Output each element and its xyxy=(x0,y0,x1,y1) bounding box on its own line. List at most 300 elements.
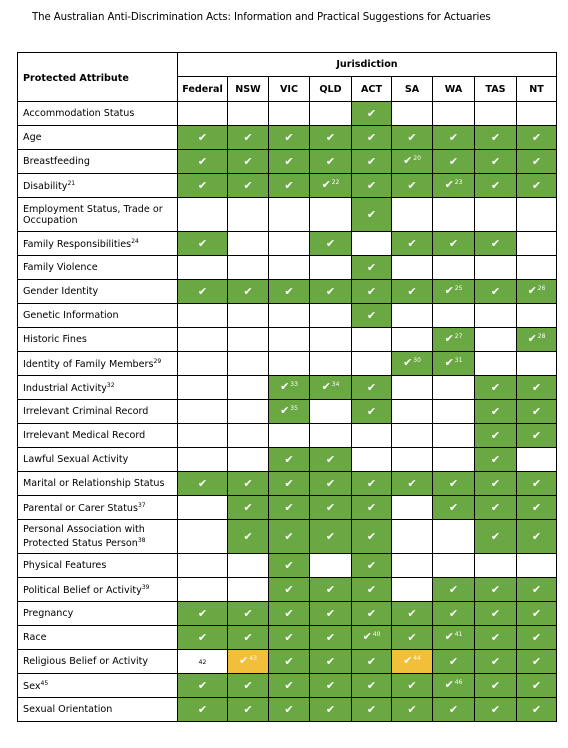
coverage-cell-vic xyxy=(269,520,310,554)
coverage-cell-vic xyxy=(269,150,310,174)
check-icon: ✔ xyxy=(448,476,459,490)
jurisdiction-header-qld: QLD xyxy=(310,77,352,102)
coverage-cell-nt xyxy=(517,650,557,674)
check-icon: ✔ xyxy=(366,678,377,692)
cell-footnote: 27 xyxy=(454,333,463,341)
empty-cell-federal xyxy=(178,304,228,328)
coverage-cell-federal xyxy=(178,698,228,722)
coverage-cell-vic xyxy=(269,448,310,472)
check-icon: ✔ xyxy=(490,630,501,644)
check-icon: ✔ xyxy=(448,154,459,168)
empty-cell-nt xyxy=(517,448,557,472)
check-icon: ✔ xyxy=(325,130,336,144)
check-icon: ✔ xyxy=(243,702,253,716)
coverage-cell-federal xyxy=(178,280,228,304)
check-icon: ✔ xyxy=(197,476,208,490)
coverage-cell-vic xyxy=(269,602,310,626)
attribute-label: Industrial Activity xyxy=(23,383,107,395)
check-icon: ✔ xyxy=(366,154,377,168)
coverage-cell-sa xyxy=(392,626,433,650)
table-row xyxy=(18,520,557,554)
empty-cell-federal xyxy=(178,376,228,400)
empty-cell-federal xyxy=(178,198,228,232)
check-icon: ✔ xyxy=(366,476,377,490)
check-icon: ✔ xyxy=(197,130,208,144)
check-icon: ✔ xyxy=(243,529,253,543)
check-icon: ✔ xyxy=(366,260,377,274)
table-row xyxy=(18,352,557,376)
empty-cell-federal xyxy=(178,102,228,126)
check-icon: ✔ xyxy=(444,678,454,692)
empty-cell-wa xyxy=(433,400,475,424)
coverage-cell-nt xyxy=(517,174,557,198)
check-icon: ✔ xyxy=(527,332,537,346)
check-icon: ✔ xyxy=(366,130,377,144)
coverage-cell-wa xyxy=(433,126,475,150)
coverage-cell-sa xyxy=(392,150,433,174)
cell-footnote: 44 xyxy=(413,655,421,663)
empty-cell-tas xyxy=(475,554,517,578)
coverage-cell-nt xyxy=(517,626,557,650)
check-icon: ✔ xyxy=(197,154,208,168)
coverage-cell-vic xyxy=(269,400,310,424)
check-icon: ✔ xyxy=(366,529,377,543)
attribute-label: Breastfeeding xyxy=(23,156,90,167)
coverage-cell-nt xyxy=(517,376,557,400)
check-icon: ✔ xyxy=(197,678,208,692)
empty-cell-wa xyxy=(433,198,475,232)
check-icon: ✔ xyxy=(407,606,417,620)
check-icon: ✔ xyxy=(490,678,501,692)
attribute-label-cell xyxy=(18,174,178,198)
empty-cell-nsw xyxy=(228,232,269,256)
empty-cell-vic xyxy=(269,352,310,376)
empty-cell-wa xyxy=(433,520,475,554)
check-icon: ✔ xyxy=(325,678,336,692)
empty-cell-vic xyxy=(269,304,310,328)
coverage-cell-wa xyxy=(433,472,475,496)
check-icon: ✔ xyxy=(325,582,336,596)
coverage-cell-vic xyxy=(269,674,310,698)
check-icon: ✔ xyxy=(243,678,253,692)
empty-cell-federal xyxy=(178,448,228,472)
check-icon: ✔ xyxy=(325,284,336,298)
attribute-label-cell xyxy=(18,400,178,424)
coverage-cell-nsw xyxy=(228,650,269,674)
coverage-cell-tas xyxy=(475,376,517,400)
table-row xyxy=(18,650,557,674)
table-row xyxy=(18,376,557,400)
table-row xyxy=(18,280,557,304)
coverage-cell-tas xyxy=(475,448,517,472)
check-icon: ✔ xyxy=(325,630,336,644)
check-icon: ✔ xyxy=(366,380,377,394)
empty-cell-act xyxy=(352,424,392,448)
empty-cell-tas xyxy=(475,256,517,280)
empty-cell-nsw xyxy=(228,400,269,424)
coverage-cell-nt xyxy=(517,578,557,602)
coverage-cell-qld xyxy=(310,280,352,304)
attribute-label-cell xyxy=(18,698,178,722)
coverage-cell-qld xyxy=(310,174,352,198)
coverage-cell-tas xyxy=(475,650,517,674)
jurisdiction-header-wa: WA xyxy=(433,77,475,102)
header-protected-attribute: Protected Attribute xyxy=(18,53,178,102)
coverage-cell-nt xyxy=(517,400,557,424)
jurisdiction-header-tas: TAS xyxy=(475,77,517,102)
coverage-cell-act xyxy=(352,280,392,304)
check-icon: ✔ xyxy=(197,178,208,192)
table-row xyxy=(18,674,557,698)
check-icon: ✔ xyxy=(366,500,377,514)
check-icon: ✔ xyxy=(284,452,294,466)
footnote-marker: 32 xyxy=(106,382,115,390)
empty-cell-federal xyxy=(178,400,228,424)
coverage-cell-act xyxy=(352,626,392,650)
coverage-cell-act xyxy=(352,650,392,674)
table-row xyxy=(18,400,557,424)
coverage-cell-qld xyxy=(310,126,352,150)
table-row xyxy=(18,578,557,602)
empty-cell-nt xyxy=(517,232,557,256)
coverage-cell-vic xyxy=(269,126,310,150)
attribute-label-cell xyxy=(18,626,178,650)
coverage-cell-qld xyxy=(310,698,352,722)
check-icon: ✔ xyxy=(444,630,454,644)
coverage-cell-act xyxy=(352,102,392,126)
check-icon: ✔ xyxy=(407,702,417,716)
empty-cell-nt xyxy=(517,352,557,376)
check-icon: ✔ xyxy=(243,130,253,144)
check-icon: ✔ xyxy=(366,606,377,620)
check-icon: ✔ xyxy=(243,476,253,490)
coverage-cell-qld xyxy=(310,674,352,698)
table-row xyxy=(18,198,557,232)
check-icon: ✔ xyxy=(531,606,542,620)
coverage-cell-sa xyxy=(392,602,433,626)
empty-cell-tas xyxy=(475,352,517,376)
check-icon: ✔ xyxy=(239,654,249,668)
check-icon: ✔ xyxy=(284,678,294,692)
table-row xyxy=(18,472,557,496)
coverage-cell-vic xyxy=(269,554,310,578)
jurisdiction-header-nt: NT xyxy=(517,77,557,102)
footnote-marker: 21 xyxy=(67,180,76,188)
attribute-label: Family Responsibilities xyxy=(23,239,132,251)
check-icon: ✔ xyxy=(197,630,208,644)
empty-cell-nt xyxy=(517,554,557,578)
table-row xyxy=(18,496,557,520)
empty-cell-vic xyxy=(269,232,310,256)
check-icon: ✔ xyxy=(531,582,542,596)
empty-cell-vic xyxy=(269,424,310,448)
check-icon: ✔ xyxy=(366,106,377,120)
attribute-label-cell xyxy=(18,126,178,150)
coverage-cell-act xyxy=(352,496,392,520)
check-icon: ✔ xyxy=(284,500,294,514)
check-icon: ✔ xyxy=(448,606,459,620)
check-icon: ✔ xyxy=(403,154,413,168)
coverage-cell-nsw xyxy=(228,674,269,698)
coverage-cell-nsw xyxy=(228,602,269,626)
attribute-label-cell xyxy=(18,602,178,626)
check-icon: ✔ xyxy=(448,654,459,668)
cell-footnote: 33 xyxy=(290,381,298,389)
coverage-cell-nsw xyxy=(228,472,269,496)
check-icon: ✔ xyxy=(325,154,336,168)
coverage-cell-sa xyxy=(392,126,433,150)
empty-cell-wa xyxy=(433,102,475,126)
coverage-cell-qld xyxy=(310,626,352,650)
attribute-label-cell xyxy=(18,352,178,376)
check-icon: ✔ xyxy=(280,380,290,394)
attribute-label: Religious Belief or Activity xyxy=(23,656,149,667)
empty-cell-qld xyxy=(310,304,352,328)
check-icon: ✔ xyxy=(531,702,542,716)
coverage-cell-act xyxy=(352,674,392,698)
coverage-cell-qld xyxy=(310,376,352,400)
jurisdiction-header-act: ACT xyxy=(352,77,392,102)
coverage-cell-wa xyxy=(433,674,475,698)
coverage-cell-tas xyxy=(475,174,517,198)
coverage-cell-federal xyxy=(178,674,228,698)
attribute-label: Political Belief or Activity xyxy=(23,585,142,597)
cell-footnote: 40 xyxy=(372,631,381,639)
check-icon: ✔ xyxy=(490,452,501,466)
cell-footnote: 30 xyxy=(413,357,421,365)
empty-cell-act xyxy=(352,352,392,376)
check-icon: ✔ xyxy=(197,284,208,298)
table-row xyxy=(18,126,557,150)
empty-cell-act xyxy=(352,448,392,472)
check-icon: ✔ xyxy=(284,558,294,572)
check-icon: ✔ xyxy=(444,332,454,346)
coverage-cell-sa xyxy=(392,698,433,722)
check-icon: ✔ xyxy=(366,654,377,668)
empty-cell-sa xyxy=(392,400,433,424)
check-icon: ✔ xyxy=(490,654,501,668)
check-icon: ✔ xyxy=(448,130,459,144)
coverage-cell-nsw xyxy=(228,496,269,520)
check-icon: ✔ xyxy=(531,654,542,668)
empty-cell-sa xyxy=(392,554,433,578)
coverage-cell-federal xyxy=(178,126,228,150)
coverage-cell-federal xyxy=(178,626,228,650)
attribute-label: Historic Fines xyxy=(23,334,87,345)
check-icon: ✔ xyxy=(448,582,459,596)
header-jurisdiction: Jurisdiction xyxy=(178,53,557,77)
coverage-cell-nt xyxy=(517,602,557,626)
attribute-label-cell xyxy=(18,304,178,328)
empty-cell-federal xyxy=(178,520,228,554)
empty-cell-nsw xyxy=(228,304,269,328)
empty-cell-sa xyxy=(392,376,433,400)
coverage-cell-tas xyxy=(475,400,517,424)
coverage-cell-nt xyxy=(517,674,557,698)
cell-footnote: 35 xyxy=(290,405,298,413)
empty-cell-nsw xyxy=(228,102,269,126)
empty-cell-wa xyxy=(433,424,475,448)
coverage-cell-wa xyxy=(433,602,475,626)
footnote-marker: 39 xyxy=(141,584,150,592)
check-icon: ✔ xyxy=(403,356,413,370)
coverage-cell-wa xyxy=(433,698,475,722)
check-icon: ✔ xyxy=(366,702,377,716)
check-icon: ✔ xyxy=(531,476,542,490)
table-row xyxy=(18,150,557,174)
check-icon: ✔ xyxy=(531,178,542,192)
check-icon: ✔ xyxy=(490,582,501,596)
cell-footnote: 34 xyxy=(331,381,340,389)
empty-cell-qld xyxy=(310,352,352,376)
table-row xyxy=(18,448,557,472)
check-icon: ✔ xyxy=(407,678,417,692)
check-icon: ✔ xyxy=(243,500,253,514)
check-icon: ✔ xyxy=(490,529,501,543)
jurisdiction-header-sa: SA xyxy=(392,77,433,102)
coverage-cell-wa xyxy=(433,650,475,674)
coverage-cell-act xyxy=(352,256,392,280)
empty-cell-nsw xyxy=(228,328,269,352)
check-icon: ✔ xyxy=(490,236,501,250)
check-icon: ✔ xyxy=(325,452,336,466)
empty-cell-nsw xyxy=(228,352,269,376)
check-icon: ✔ xyxy=(407,284,417,298)
coverage-cell-act xyxy=(352,126,392,150)
attribute-label-cell xyxy=(18,198,178,232)
coverage-cell-nsw xyxy=(228,280,269,304)
cell-footnote: 46 xyxy=(454,679,463,687)
coverage-cell-qld xyxy=(310,472,352,496)
coverage-cell-nt xyxy=(517,496,557,520)
attribute-label: Employment Status, Trade or Occupation xyxy=(23,203,163,226)
attribute-label-cell xyxy=(18,424,178,448)
empty-cell-nsw xyxy=(228,256,269,280)
attribute-label-cell xyxy=(18,554,178,578)
attribute-label-cell xyxy=(18,150,178,174)
empty-cell-qld xyxy=(310,102,352,126)
coverage-cell-sa xyxy=(392,280,433,304)
check-icon: ✔ xyxy=(490,428,501,442)
attribute-label: Sex xyxy=(23,681,41,693)
coverage-cell-qld xyxy=(310,232,352,256)
attribute-label-cell xyxy=(18,280,178,304)
cell-footnote: 23 xyxy=(454,179,463,187)
empty-cell-tas xyxy=(475,198,517,232)
attribute-label-cell xyxy=(18,376,178,400)
coverage-cell-nt xyxy=(517,280,557,304)
coverage-cell-sa xyxy=(392,174,433,198)
coverage-cell-wa xyxy=(433,626,475,650)
empty-cell-nsw xyxy=(228,578,269,602)
coverage-cell-tas xyxy=(475,150,517,174)
coverage-cell-nt xyxy=(517,698,557,722)
check-icon: ✔ xyxy=(321,380,331,394)
check-icon: ✔ xyxy=(243,284,253,298)
check-icon: ✔ xyxy=(284,284,294,298)
check-icon: ✔ xyxy=(284,654,294,668)
attribute-label-cell xyxy=(18,448,178,472)
coverage-cell-federal xyxy=(178,150,228,174)
check-icon: ✔ xyxy=(362,630,372,644)
jurisdiction-header-vic: VIC xyxy=(269,77,310,102)
cell-footnote: 43 xyxy=(249,655,257,663)
coverage-cell-nt xyxy=(517,126,557,150)
attribute-label-cell xyxy=(18,650,178,674)
attribute-label: Parental or Carer Status xyxy=(23,503,138,515)
attribute-label: Physical Features xyxy=(23,560,107,571)
coverage-cell-act xyxy=(352,174,392,198)
empty-cell-federal xyxy=(178,256,228,280)
coverage-cell-tas xyxy=(475,424,517,448)
check-icon: ✔ xyxy=(531,630,542,644)
coverage-cell-nt xyxy=(517,150,557,174)
coverage-cell-vic xyxy=(269,626,310,650)
table-row xyxy=(18,698,557,722)
empty-cell-act xyxy=(352,232,392,256)
check-icon: ✔ xyxy=(490,380,501,394)
table-row xyxy=(18,554,557,578)
check-icon: ✔ xyxy=(321,178,331,192)
empty-cell-sa xyxy=(392,496,433,520)
attribute-label-cell xyxy=(18,102,178,126)
attribute-label-cell xyxy=(18,674,178,698)
attribute-label-cell xyxy=(18,328,178,352)
coverage-cell-federal xyxy=(178,174,228,198)
empty-cell-sa xyxy=(392,328,433,352)
coverage-cell-wa xyxy=(433,496,475,520)
attribute-label: Personal Association with Protected Status Person xyxy=(23,523,145,550)
check-icon: ✔ xyxy=(284,178,294,192)
coverage-cell-sa xyxy=(392,232,433,256)
check-icon: ✔ xyxy=(280,404,290,418)
coverage-cell-nsw xyxy=(228,150,269,174)
check-icon: ✔ xyxy=(490,500,501,514)
coverage-cell-wa xyxy=(433,280,475,304)
coverage-cell-sa xyxy=(392,674,433,698)
coverage-cell-federal xyxy=(178,232,228,256)
empty-cell-federal xyxy=(178,650,228,674)
coverage-cell-act xyxy=(352,520,392,554)
empty-cell-wa xyxy=(433,256,475,280)
coverage-cell-nsw xyxy=(228,174,269,198)
empty-cell-nsw xyxy=(228,198,269,232)
empty-cell-tas xyxy=(475,102,517,126)
empty-cell-nsw xyxy=(228,554,269,578)
attribute-label-cell xyxy=(18,256,178,280)
attribute-label: Gender Identity xyxy=(23,286,99,297)
empty-cell-federal xyxy=(178,554,228,578)
coverage-cell-vic xyxy=(269,650,310,674)
attribute-label: Identity of Family Members xyxy=(23,359,154,371)
table-row xyxy=(18,174,557,198)
table-row xyxy=(18,424,557,448)
empty-cell-sa xyxy=(392,578,433,602)
cell-footnote: 20 xyxy=(413,155,421,163)
table-row xyxy=(18,328,557,352)
coverage-cell-vic xyxy=(269,578,310,602)
empty-cell-qld xyxy=(310,400,352,424)
coverage-cell-nt xyxy=(517,424,557,448)
cell-footnote: 42 xyxy=(198,659,207,666)
empty-cell-sa xyxy=(392,198,433,232)
check-icon: ✔ xyxy=(366,404,377,418)
check-icon: ✔ xyxy=(284,582,294,596)
footnote-marker: 38 xyxy=(137,536,146,544)
check-icon: ✔ xyxy=(490,476,501,490)
cell-footnote: 26 xyxy=(537,285,546,293)
empty-cell-qld xyxy=(310,328,352,352)
